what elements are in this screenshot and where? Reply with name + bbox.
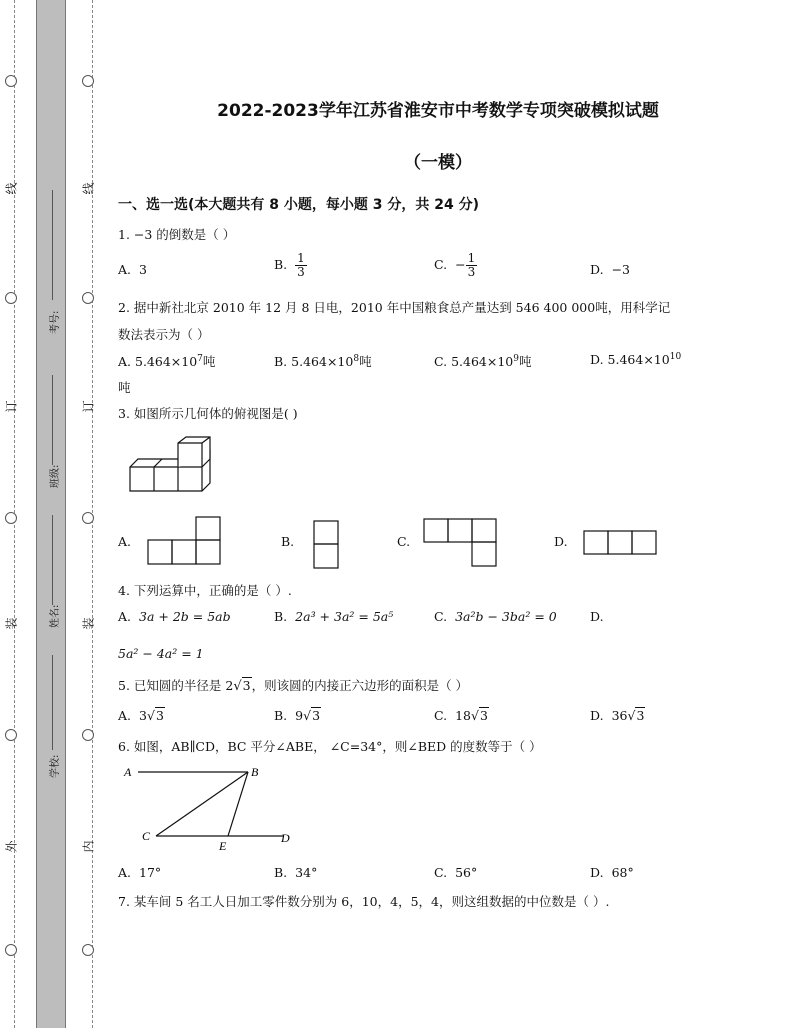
binding-hole	[82, 292, 94, 304]
q3-option-b[interactable]: B.	[281, 534, 295, 549]
fill-line-name[interactable]	[52, 515, 53, 605]
q3-option-a[interactable]: A.	[118, 534, 132, 549]
question-6-stem: 6. 如图，AB∥CD，BC 平分∠ABE， ∠C=34°，则∠BED 的度数等于（ ）	[118, 739, 542, 754]
fill-line-class[interactable]	[52, 375, 53, 465]
margin-char: 订	[81, 400, 96, 413]
margin-char: 线	[81, 182, 96, 195]
q6-option-c[interactable]: C. 56°	[434, 865, 478, 880]
binding-hole	[5, 729, 17, 741]
question-5-stem: 5. 已知圆的半径是 2√3，则该圆的内接正六边形的面积是（ ）	[118, 678, 469, 694]
q3-option-b-figure[interactable]	[313, 520, 341, 570]
fill-line-exam-no[interactable]	[52, 190, 53, 300]
margin-char: 外	[4, 840, 19, 853]
question-1-stem: 1. −3 的倒数是（ ）	[118, 227, 236, 242]
margin-char: 内	[81, 840, 96, 853]
fraction: $\frac{1}{3}$	[467, 251, 476, 279]
q6-option-b[interactable]: B. 34°	[274, 865, 318, 880]
point-label-a: A	[124, 765, 132, 779]
q2-option-d-unit: 吨	[118, 380, 131, 395]
q5-option-a[interactable]: A. 3√3	[118, 708, 164, 723]
binding-hole	[82, 729, 94, 741]
point-label-e: E	[219, 839, 227, 853]
binding-hole	[5, 512, 17, 524]
q1-option-b[interactable]: B. $\frac{1}{3}$	[274, 251, 305, 279]
label-exam-no: 考号:	[50, 310, 61, 334]
q4-option-d-text[interactable]: 5a² − 4a² = 1	[118, 646, 204, 661]
label-name: 姓名:	[50, 604, 61, 628]
q4-option-a[interactable]: A. 3a + 2b = 5ab	[118, 609, 231, 624]
point-label-d: D	[281, 831, 290, 845]
margin-char: 线	[4, 182, 19, 195]
q2-option-d[interactable]: D. $5.464\times 10^{10}$	[590, 352, 682, 368]
q6-option-a[interactable]: A. 17°	[118, 865, 162, 880]
q4-option-b[interactable]: B. 2a³ + 3a² = 5a⁵	[274, 609, 394, 624]
binding-strip	[36, 0, 66, 1028]
section-heading: 一、选一选(本大题共有 8 小题，每小题 3 分，共 24 分)	[118, 197, 480, 213]
fraction: $\frac{1}{3}$	[297, 251, 305, 279]
binding-hole	[5, 944, 17, 956]
q4-option-d[interactable]: D.	[590, 609, 604, 624]
question-3-stem: 3. 如图所示几何体的俯视图是( )	[118, 406, 298, 421]
question-4-stem: 4. 下列运算中，正确的是（ ）.	[118, 583, 292, 598]
q6-geometry-figure	[118, 760, 308, 856]
binding-hole	[82, 512, 94, 524]
q3-option-c[interactable]: C.	[397, 534, 411, 549]
q1-option-c[interactable]: C. − $\frac{1}{3}$	[434, 251, 476, 279]
page-subtitle: （一模）	[404, 153, 472, 173]
question-7-stem: 7. 某车间 5 名工人日加工零件数分别为 6，10，4，5，4，则这组数据的中位数是（ ）.	[118, 894, 610, 909]
q2-option-c[interactable]: C. $5.464\times 10^9$吨	[434, 353, 532, 369]
q1-option-a[interactable]: A. 3	[118, 262, 147, 277]
question-2-stem: 2. 据中新社北京 2010 年 12 月 8 日电，2010 年中国粮食总产量达到 546 400 000吨，用科学记	[118, 300, 671, 315]
q2-option-a[interactable]: A. $5.464\times 10^7$吨	[118, 353, 216, 369]
margin-char: 装	[4, 617, 19, 630]
page-title: 2022-2023学年江苏省淮安市中考数学专项突破模拟试题	[217, 101, 659, 121]
q3-option-d[interactable]: D.	[554, 534, 568, 549]
q5-option-b[interactable]: B. 9√3	[274, 708, 321, 723]
fill-line-school[interactable]	[52, 655, 53, 750]
q5-option-c[interactable]: C. 18√3	[434, 708, 488, 723]
q3-option-d-figure[interactable]	[583, 530, 657, 556]
q4-option-c[interactable]: C. 3a²b − 3ba² = 0	[434, 609, 557, 624]
point-label-c: C	[142, 829, 151, 843]
binding-hole	[5, 75, 17, 87]
point-label-b: B	[251, 765, 259, 779]
binding-hole	[82, 75, 94, 87]
margin-char: 装	[81, 617, 96, 630]
label-school: 学校:	[50, 754, 61, 778]
question-2-stem-cont: 数法表示为（ ）	[118, 327, 210, 342]
q3-option-a-figure[interactable]	[147, 516, 221, 568]
q5-option-d[interactable]: D. 36√3	[590, 708, 645, 723]
binding-hole	[82, 944, 94, 956]
binding-hole	[5, 292, 17, 304]
margin-char: 订	[4, 400, 19, 413]
q2-option-b[interactable]: B. $5.464\times 10^8$吨	[274, 353, 372, 369]
q6-option-d[interactable]: D. 68°	[590, 865, 634, 880]
q3-solid-figure	[126, 436, 216, 496]
q3-option-c-figure[interactable]	[423, 518, 497, 568]
label-class: 班级:	[50, 464, 61, 488]
q1-option-d[interactable]: D. −3	[590, 262, 630, 277]
